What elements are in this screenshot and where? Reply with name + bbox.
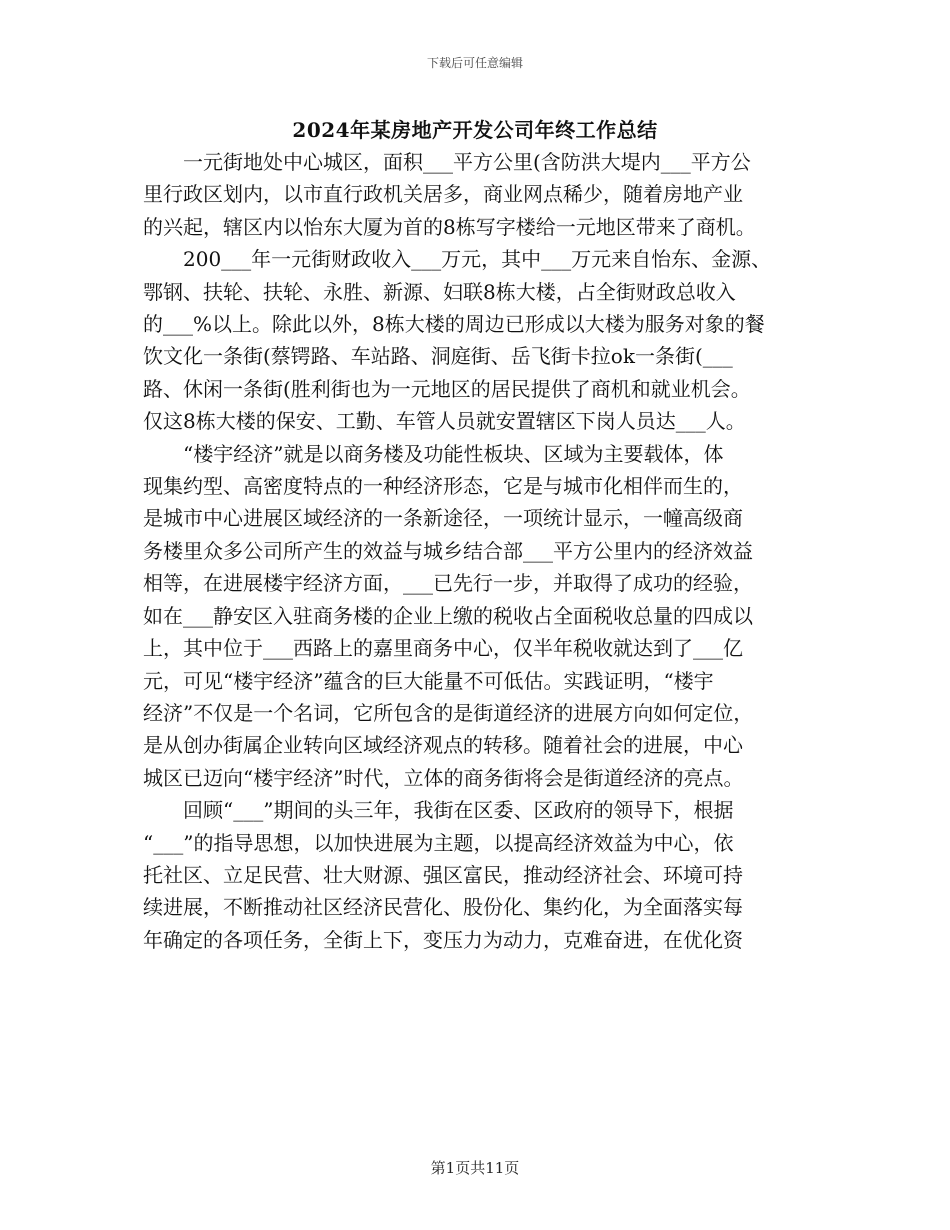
paragraph-1	[143, 146, 811, 243]
paragraph-line: 回顾“___”期间的头三年，我街在区委、区政府的领导下，根据	[183, 798, 734, 823]
document-body	[143, 146, 811, 956]
paragraph-line: 年确定的各项任务，全街上下，变压力为动力，克难奋进，在优化资	[143, 927, 743, 952]
paragraph-line: 饮文化一条街(蔡锷路、车站路、洞庭街、岳飞街卡拉ok一条街(___	[143, 344, 733, 369]
document-title: 2024年某房地产开发公司年终工作总结	[292, 118, 658, 142]
paragraph-line: 务楼里众多公司所产生的效益与城乡结合部___平方公里内的经济效益	[143, 538, 753, 563]
paragraph-line: 托社区、立足民营、壮大财源、强区富民，推动经济社会、环境可持	[143, 862, 743, 887]
paragraph-line: 相等，在进展楼宇经济方面，___已先行一步，并取得了成功的经验，	[143, 571, 753, 596]
paragraph-line: 续进展，不断推动社区经济民营化、股份化、集约化，为全面落实每	[143, 895, 743, 920]
paragraph-line: 200___年一元街财政收入___万元，其中___万元来自怡东、金源、	[183, 247, 772, 272]
paragraph-line: 仅这8栋大楼的保安、工勤、车管人员就安置辖区下岗人员达___人。	[143, 409, 746, 434]
paragraph-line: 是城市中心进展区域经济的一条新途径，一项统计显示，一幢高级商	[143, 506, 743, 531]
paragraph-line: 城区已迈向“楼宇经济”时代，立体的商务街将会是街道经济的亮点。	[143, 765, 744, 790]
paragraph-2	[143, 243, 811, 437]
paragraph-4	[143, 794, 811, 956]
paragraph-line: 的___%以上。除此以外，8栋大楼的周边已形成以大楼为服务对象的餐	[143, 312, 765, 337]
paragraph-line: 路、休闲一条街(胜利街也为一元地区的居民提供了商机和就业机会。	[143, 376, 751, 401]
page-number: 第1页共11页	[430, 1159, 520, 1177]
paragraph-line: “楼宇经济”就是以商务楼及功能性板块、区域为主要载体，体	[183, 441, 724, 466]
paragraph-line: 的兴起，辖区内以怡东大厦为首的8栋写字楼给一元地区带来了商机。	[143, 214, 756, 239]
paragraph-line: 里行政区划内，以市直行政机关居多，商业网点稀少，随着房地产业	[143, 182, 743, 207]
paragraph-line: 元，可见“楼宇经济”蕴含的巨大能量不可低估。实践证明，“楼宇	[143, 668, 714, 693]
paragraph-line: 上，其中位于___西路上的嘉里商务中心，仅半年税收就达到了___亿	[143, 636, 743, 661]
paragraph-3	[143, 438, 811, 794]
paragraph-line: “___”的指导思想，以加快进展为主题，以提高经济效益为中心，依	[143, 830, 734, 855]
header-note: 下载后可任意编辑	[426, 56, 523, 70]
paragraph-line: 鄂钢、扶轮、扶轮、永胜、新源、妇联8栋大楼，占全街财政总收入	[143, 279, 736, 304]
paragraph-line: 一元街地处中心城区，面积___平方公里(含防洪大堤内___平方公	[183, 150, 751, 174]
paragraph-line: 现集约型、高密度特点的一种经济形态，它是与城市化相伴而生的，	[143, 474, 743, 499]
paragraph-line: 如在___静安区入驻商务楼的企业上缴的税收占全面税收总量的四成以	[143, 603, 753, 628]
paragraph-line: 是从创办街属企业转向区域经济观点的转移。随着社会的进展，中心	[143, 733, 743, 758]
paragraph-line: 经济”不仅是一个名词，它所包含的是街道经济的进展方向如何定位，	[143, 700, 754, 725]
